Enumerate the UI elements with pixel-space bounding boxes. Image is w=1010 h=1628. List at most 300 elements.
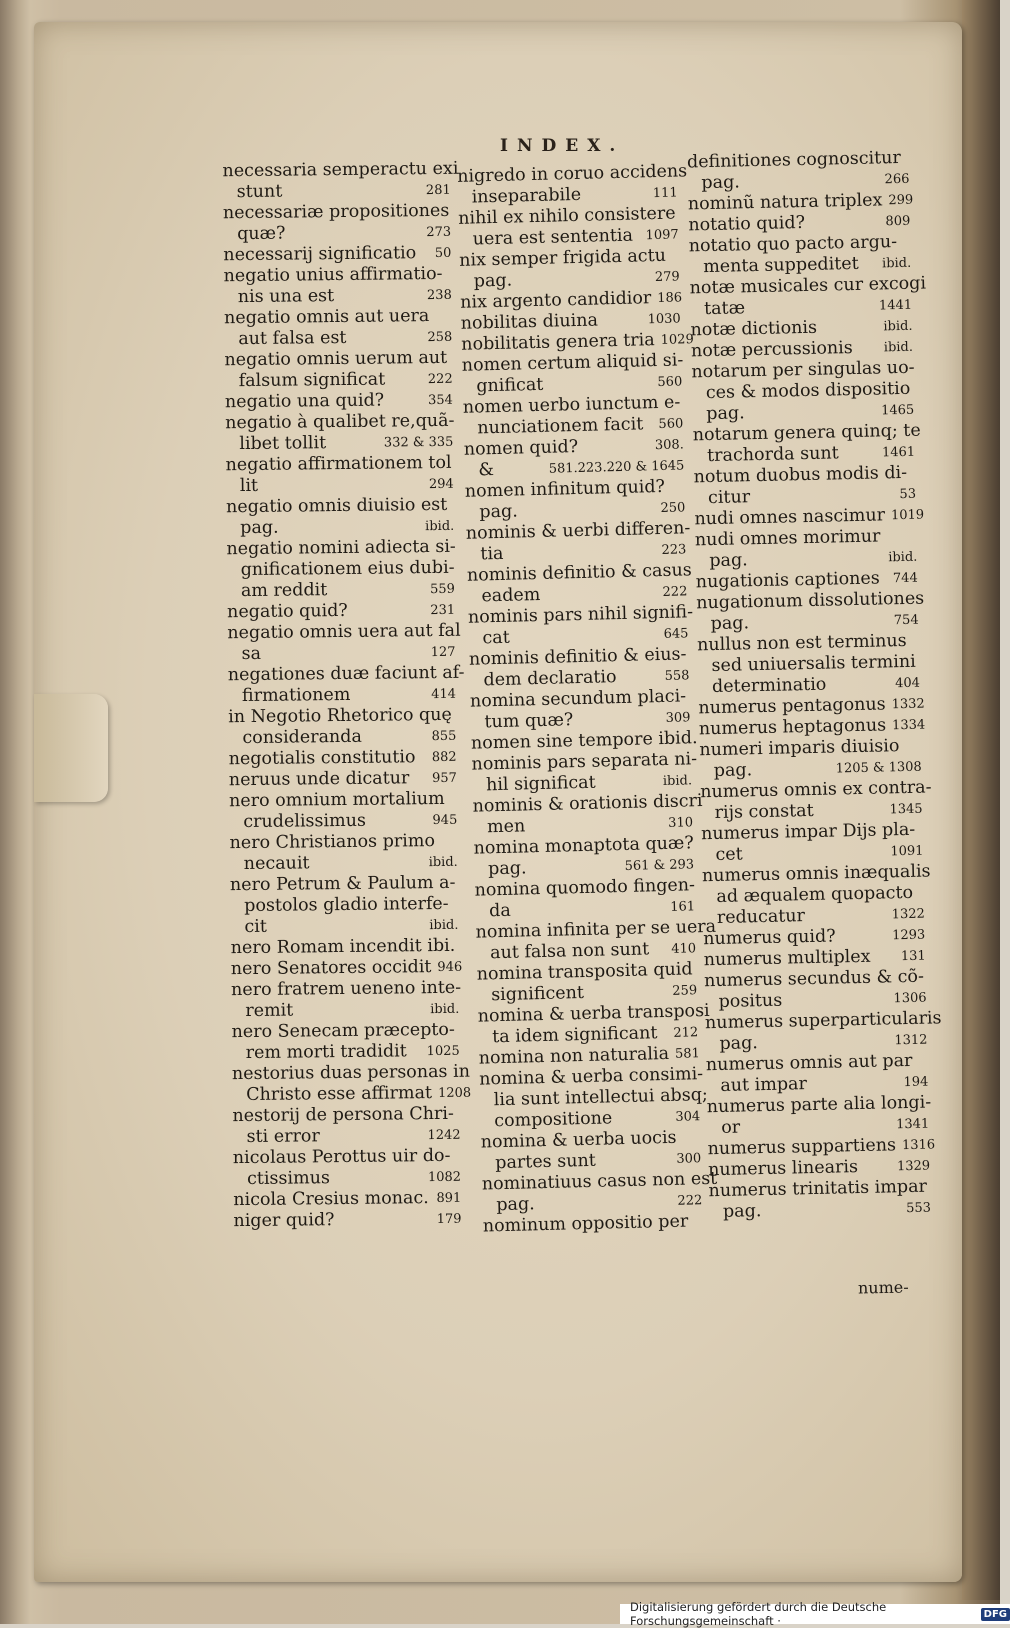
entry-text: Christo esse affirmat	[246, 1083, 433, 1106]
entry-text: &	[478, 460, 495, 481]
entry-line	[233, 1209, 461, 1232]
page-reference: 946	[437, 959, 463, 976]
entry-text: numerus heptagonus	[698, 715, 887, 740]
entry-line	[231, 999, 459, 1022]
entry-text: nominum oppositio per	[482, 1211, 689, 1237]
entry-text: negatio omnis uerum aut	[224, 347, 448, 371]
entry-text: nomen infinitum quid?	[464, 476, 666, 502]
entry-line	[233, 1167, 461, 1190]
entry-text: nomina monaptota quæ?	[473, 833, 694, 859]
entry-text: notarum per singulas uo-	[691, 357, 915, 383]
page-reference: 882	[431, 749, 457, 766]
entry-line	[232, 1083, 472, 1106]
entry-text: sa	[241, 643, 262, 665]
entry-text: eadem	[481, 584, 541, 607]
page-reference: 1332	[891, 696, 925, 713]
entry-text: tia	[480, 543, 504, 565]
entry-text: negatio omnis diuisio est	[225, 494, 448, 518]
index-entry	[473, 833, 694, 880]
entry-line	[228, 726, 456, 749]
entry-text: ctissimus	[246, 1168, 331, 1190]
book-edge	[962, 0, 1000, 1600]
entry-text: nero omnium mortalium	[228, 788, 445, 812]
page-reference: 186	[657, 290, 683, 306]
entry-line	[227, 642, 455, 665]
index-entry	[226, 495, 454, 539]
page-reference: 754	[893, 612, 919, 629]
entry-text: da	[488, 900, 512, 922]
entry-text: am reddit	[240, 580, 328, 602]
entry-text: pag.	[496, 1194, 535, 1216]
entry-text: nero fratrem ueneno inte-	[230, 977, 462, 1001]
entry-text: pag.	[722, 1201, 762, 1222]
page-reference: 561 & 293	[624, 857, 695, 874]
footer-text: Digitalisierung gefördert durch die Deutsche Forschungsgemeinschaft ·	[630, 1600, 887, 1628]
entry-text: nestorius duas personas in	[231, 1061, 471, 1085]
index-entry	[701, 820, 924, 867]
index-entry	[229, 831, 457, 875]
index-entry	[479, 1064, 709, 1132]
page-reference: 559	[429, 581, 455, 598]
entry-text: partes sunt	[495, 1150, 597, 1174]
page-reference: 299	[888, 192, 914, 209]
page-reference: 560	[657, 374, 683, 391]
entry-text: determinatio	[711, 674, 827, 698]
index-entry	[230, 977, 462, 1022]
entry-text: nominis pars nihil signifi-	[467, 602, 694, 628]
entry-text: numerus trinitatis impar	[708, 1176, 928, 1202]
entry-text: ad æqualem quopacto	[716, 882, 914, 907]
index-entry	[465, 518, 691, 565]
entry-text: nomina & uerba uocis	[480, 1127, 677, 1153]
entry-text: consideranda	[242, 726, 362, 749]
entry-line	[224, 348, 452, 371]
index-entry	[697, 631, 920, 699]
page-reference: 279	[654, 269, 680, 286]
index-entry	[231, 936, 459, 959]
entry-text: nominatiuus casus non est	[481, 1168, 718, 1195]
index-entry	[463, 392, 684, 439]
page-reference: 308.	[654, 437, 684, 454]
entry-text: nicolaus Perottus uir do-	[232, 1145, 451, 1169]
entry-text: negatio quid?	[227, 600, 348, 623]
page-reference: 558	[664, 668, 690, 684]
page-reference: ibid.	[662, 773, 693, 789]
index-entry	[469, 644, 690, 691]
entry-line	[229, 810, 457, 833]
entry-line	[225, 432, 453, 455]
page-reference: 238	[426, 287, 452, 304]
index-entry	[223, 264, 451, 308]
entry-line	[233, 1125, 461, 1148]
index-entry	[227, 600, 455, 623]
index-entry	[225, 453, 453, 497]
entry-text: nero Romam incendit ibi.	[230, 935, 456, 959]
entry-text: nero Christianos primo	[229, 831, 436, 854]
index-entry	[699, 736, 922, 783]
entry-text: notæ musicales cur excogi	[689, 273, 927, 299]
entry-text: aut falsa est	[238, 327, 347, 350]
page-reference: 1306	[893, 990, 927, 1007]
index-entry	[231, 1061, 472, 1106]
page-reference: 161	[670, 899, 696, 915]
page-reference: 1316	[901, 1137, 936, 1154]
page-reference: 404	[894, 675, 921, 692]
index-entry	[456, 161, 688, 208]
index-entry	[476, 959, 697, 1006]
entry-text: hil significat	[485, 772, 596, 796]
index-entry	[687, 148, 910, 195]
page-reference: 300	[676, 1151, 702, 1167]
index-entry	[481, 1168, 718, 1216]
page-reference: ibid.	[429, 917, 459, 934]
page-reference: 250	[660, 500, 686, 516]
entry-text: numerus suppartiens	[707, 1135, 897, 1160]
catchword: nume-	[857, 1277, 909, 1298]
index-entry	[707, 1093, 930, 1140]
entry-text: firmationem	[241, 684, 351, 707]
page-reference: 194	[903, 1074, 929, 1091]
entry-text: nominis definitio & casus	[466, 560, 692, 586]
index-entry	[700, 777, 932, 825]
index-entry	[224, 306, 452, 350]
index-entry	[233, 1188, 461, 1211]
entry-text: pag.	[719, 1033, 759, 1054]
page-reference: 1091	[890, 843, 924, 860]
page-reference: 1029	[660, 332, 694, 348]
entry-text: cet	[715, 844, 743, 865]
page-reference: 645	[663, 626, 689, 642]
entry-line	[231, 1061, 471, 1085]
index-entry	[708, 1177, 931, 1224]
entry-text: notatio quo pacto argu-	[688, 232, 898, 257]
page-reference: 1461	[881, 444, 916, 461]
page-reference: 222	[427, 371, 453, 388]
page-reference: 581.223.220 & 1645	[548, 458, 685, 477]
page-reference: ibid.	[881, 255, 912, 272]
entry-text: positus	[718, 990, 783, 1012]
page-reference: ibid.	[883, 318, 913, 335]
entry-text: nunciationem facit	[477, 414, 644, 439]
page-reference: 354	[428, 392, 453, 409]
dfg-logo: DFG	[981, 1608, 1010, 1621]
entry-text: numerus quid?	[703, 926, 836, 950]
page-reference: 179	[436, 1211, 462, 1228]
index-entry	[695, 526, 918, 573]
entry-text: dem declaratio	[483, 667, 617, 691]
page-reference: 1025	[426, 1043, 460, 1060]
page-reference: 1242	[427, 1127, 461, 1144]
entry-text: ta idem significant	[491, 1023, 658, 1048]
page-reference: 809	[885, 213, 911, 230]
index-entry	[233, 1209, 461, 1232]
page-reference: 111	[652, 185, 678, 202]
index-entry	[230, 873, 459, 938]
entry-text: nudi omnes morimur	[694, 526, 881, 551]
entry-text: nomina quomodo fingen-	[474, 875, 696, 901]
entry-text: necessarij significatio	[223, 243, 417, 266]
entry-text: pag.	[487, 858, 527, 880]
entry-line	[230, 957, 463, 980]
index-entry	[477, 1000, 710, 1048]
entry-text: nomen quid?	[463, 436, 579, 460]
page-reference: 1322	[891, 906, 925, 923]
entry-text: uera est sententia	[472, 225, 634, 250]
page-reference: ibid.	[888, 549, 918, 566]
page-reference: 222	[677, 1193, 703, 1209]
entry-text: rem morti tradidit	[245, 1041, 407, 1064]
entry-text: reducatur	[716, 906, 806, 928]
page-reference: 1082	[427, 1169, 462, 1186]
entry-line	[225, 411, 453, 434]
entry-text: negatio omnis aut uera	[223, 306, 430, 329]
index-entry	[689, 273, 927, 321]
index-entry	[466, 560, 692, 607]
page-reference: ibid.	[425, 518, 455, 535]
entry-line	[229, 747, 457, 770]
entry-text: postolos gladio interfe-	[244, 893, 449, 917]
entry-text: nobilitatis genera tria	[461, 330, 655, 355]
entry-line	[224, 306, 452, 329]
index-entry	[229, 747, 457, 770]
entry-text: numerus linearis	[707, 1157, 859, 1181]
entry-line	[223, 222, 451, 245]
entry-line	[231, 936, 459, 959]
index-entry	[704, 1008, 942, 1056]
index-entry	[231, 1020, 459, 1064]
entry-text: pag.	[473, 270, 513, 292]
entry-text: pag.	[240, 517, 279, 539]
entry-text: tum quæ?	[484, 710, 574, 733]
entry-text: numerus omnis inæqualis	[701, 861, 931, 887]
index-entry	[459, 245, 680, 292]
entry-text: remit	[245, 1000, 294, 1022]
entry-line	[222, 158, 459, 182]
page-reference: 309	[665, 710, 691, 726]
index-entry	[228, 705, 456, 749]
page-reference: 259	[672, 983, 698, 999]
entry-text: lit	[239, 475, 259, 497]
entry-line	[230, 873, 458, 896]
entry-text: nominis & uerbi differen-	[465, 518, 691, 544]
index-entry	[465, 476, 686, 523]
entry-text: notatio quid?	[688, 212, 806, 236]
page-reference: 1465	[881, 402, 915, 419]
entry-text: gnificationem eius dubi-	[240, 557, 455, 581]
page-reference: 581	[674, 1046, 701, 1062]
page-reference: 53	[899, 486, 917, 503]
entry-text: negatio affirmationem tol	[225, 452, 452, 476]
entry-text: men	[486, 816, 526, 838]
entry-text: pag.	[706, 403, 745, 425]
index-entry	[226, 537, 455, 602]
page-reference: 1030	[647, 311, 681, 328]
page-reference: 223	[661, 542, 687, 558]
index-entry	[470, 686, 691, 733]
page-header: INDEX.	[500, 136, 625, 156]
entry-text: significent	[490, 982, 585, 1006]
entry-text: nero Petrum & Paulum a-	[229, 872, 456, 896]
entry-text: cat	[482, 627, 510, 649]
entry-text: tatæ	[703, 298, 746, 320]
page-reference: 1208	[437, 1085, 472, 1102]
index-column-1	[222, 158, 472, 1232]
index-entry	[706, 1051, 929, 1098]
index-entry	[693, 463, 916, 510]
page-reference: 1205 & 1308	[835, 759, 922, 777]
page-reference: 1341	[895, 1116, 930, 1133]
entry-line	[223, 180, 451, 203]
entry-text: trachorda sunt	[706, 443, 839, 467]
entry-text: pag.	[479, 501, 519, 523]
entry-text: numerus multiplex	[703, 946, 871, 971]
entry-text: nominis pars separata ni-	[471, 749, 698, 775]
entry-text: pag.	[709, 550, 748, 572]
entry-text: nugationum dissolutiones	[696, 588, 925, 614]
page-reference: ibid.	[883, 339, 914, 356]
page-reference: ibid.	[430, 1001, 460, 1018]
entry-text: notarum genera quinq; te	[692, 420, 921, 446]
entry-text: compositione	[494, 1108, 613, 1132]
index-entry	[475, 916, 717, 964]
entry-text: numerus superparticularis	[704, 1008, 942, 1034]
entry-text: nomina & uerba consimi-	[479, 1064, 704, 1090]
digitization-footer	[620, 1600, 1010, 1628]
entry-line	[232, 1104, 460, 1127]
entry-text: nis una est	[237, 286, 335, 308]
entry-text: negationes duæ faciunt af-	[227, 662, 465, 686]
entry-text: numerus omnis ex contra-	[700, 777, 932, 803]
entry-text: nomina infinita per se uera	[475, 916, 717, 943]
page-reference: 891	[436, 1190, 462, 1207]
index-entry	[230, 957, 463, 980]
entry-text: negatio una quid?	[224, 390, 385, 413]
entry-text: stunt	[236, 181, 283, 203]
entry-text: nomen sine tempore ibid.	[470, 728, 698, 754]
entry-text: definitiones cognoscitur	[686, 147, 902, 173]
page-reference: 304	[675, 1109, 701, 1125]
entry-text: negatio unius affirmatio-	[223, 263, 443, 287]
index-entry	[472, 791, 703, 838]
index-entry	[689, 232, 912, 279]
entry-line	[226, 516, 454, 539]
entry-text: nomina & uerba transposi	[477, 1000, 710, 1027]
entry-line	[230, 977, 462, 1001]
entry-text: numerus omnis aut par	[705, 1050, 913, 1076]
entry-text: numerus impar Dijs pla-	[700, 819, 916, 845]
entry-text: nomina transposita quid	[476, 959, 693, 985]
entry-text: falsum significat	[238, 369, 386, 392]
entry-text: numerus secundus & cõ-	[703, 966, 925, 992]
page-reference: 127	[430, 644, 456, 661]
entry-line	[232, 1041, 460, 1064]
entry-line	[231, 1020, 459, 1043]
entry-line	[227, 579, 455, 602]
index-entry	[701, 861, 931, 930]
page-reference: 1312	[894, 1032, 928, 1049]
entry-line	[225, 369, 453, 392]
entry-line	[228, 684, 456, 707]
index-entry	[462, 350, 683, 397]
page-reference: 1019	[890, 507, 925, 524]
index-entry	[229, 768, 457, 791]
entry-line	[229, 768, 457, 791]
entry-text: necessaria semperactu exi	[222, 158, 459, 182]
entry-text: nudi omnes nascimur	[694, 505, 886, 530]
page-reference: 553	[905, 1200, 932, 1217]
index-entry	[696, 588, 925, 636]
page-reference: 266	[884, 171, 910, 188]
page-reference: 273	[426, 224, 452, 241]
page-reference: 1441	[878, 297, 913, 314]
page-reference: 332 & 335	[383, 434, 454, 451]
page-reference: 231	[430, 602, 456, 619]
entry-text: negatio omnis uera aut fal	[227, 620, 461, 644]
entry-line	[224, 285, 452, 308]
entry-text: notum duobus modis di-	[693, 462, 908, 488]
entry-text: nix argento candidior	[460, 288, 652, 313]
index-entry	[233, 1146, 461, 1190]
entry-text: menta suppeditet	[703, 253, 859, 278]
index-entry	[229, 789, 457, 833]
entry-text: nihil ex nihilo consistere	[457, 203, 676, 229]
entry-line	[223, 264, 451, 287]
entry-text: or	[721, 1117, 741, 1138]
index-entry	[223, 243, 451, 266]
index-entry	[227, 620, 461, 665]
entry-text: nomen certum aliquid si-	[461, 350, 684, 376]
index-entry	[225, 411, 453, 455]
index-entry	[464, 434, 685, 481]
entry-text: ces & modos dispositio	[705, 378, 911, 404]
page-reference: 222	[662, 584, 688, 600]
index-entry	[458, 203, 679, 250]
entry-line	[226, 537, 454, 560]
entry-line	[223, 201, 451, 224]
entry-line	[226, 474, 454, 497]
entry-line	[225, 390, 453, 413]
entry-text: negatio à qualibet re,quã-	[225, 410, 455, 434]
entry-text: notæ dictionis	[690, 317, 818, 341]
page-reference: 131	[900, 948, 926, 965]
entry-line	[229, 789, 457, 812]
entry-text: nomina non naturalia	[478, 1043, 670, 1069]
page-reference: 855	[431, 728, 457, 745]
entry-line	[227, 558, 455, 581]
entry-text: notæ percussionis	[690, 338, 853, 362]
index-entry	[692, 420, 921, 468]
entry-text: pag.	[713, 760, 753, 782]
entry-text: numerus pentagonus	[698, 694, 886, 719]
entry-text: crudelissimus	[243, 810, 367, 833]
page-reference: 1293	[892, 927, 926, 944]
entry-line	[233, 1146, 461, 1169]
page-reference: 50	[434, 245, 452, 262]
index-entry	[222, 158, 459, 203]
entry-text: sed uniuersalis termini	[711, 651, 916, 677]
entry-text: nestorij de persona Chri-	[232, 1103, 454, 1127]
entry-text: numeri imparis diuisio	[699, 736, 900, 761]
entry-line	[230, 915, 458, 938]
index-entry	[224, 348, 452, 392]
index-entry	[225, 390, 453, 413]
index-entry	[467, 602, 694, 649]
entry-text: lia sunt intellectui absq;	[493, 1084, 709, 1111]
index-entry	[481, 1127, 702, 1174]
entry-text: nero Senecam præcepto-	[231, 1019, 455, 1043]
page-reference: 945	[432, 812, 458, 829]
index-entry	[704, 967, 927, 1014]
